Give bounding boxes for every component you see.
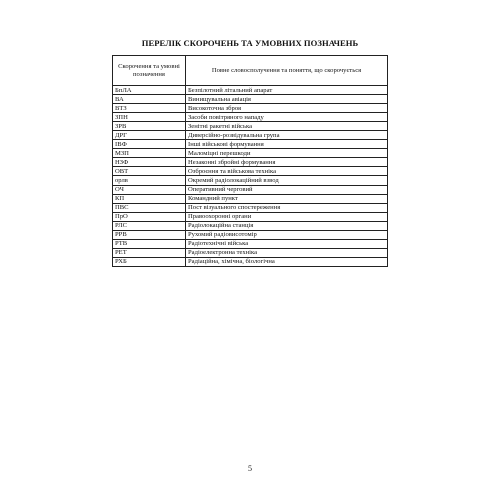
full-form-cell: Безпілотний літальний апарат [186,86,388,95]
full-form-cell: Засоби повітряного нападу [186,113,388,122]
full-form-cell: Пост візуального спостереження [186,203,388,212]
table-row [113,149,388,158]
table-row [113,257,388,266]
table-row [113,104,388,113]
table-row [113,185,388,194]
table-row [113,131,388,140]
full-form-cell: Оперативний черговий [186,185,388,194]
table-body [113,86,388,267]
table-row [113,221,388,230]
full-form-cell: Радіолокаційна станція [186,221,388,230]
abbreviation-cell: ЗПН [113,113,186,122]
abbreviation-cell: БпЛА [113,86,186,95]
abbreviation-cell: ОЧ [113,185,186,194]
header-full-form: Повне словосполучення та поняття, що скорочується [186,56,388,86]
abbreviation-cell: РРВ [113,230,186,239]
table-row [113,248,388,257]
abbreviation-cell: ПВС [113,203,186,212]
table-row [113,86,388,95]
abbreviation-cell: орлв [113,176,186,185]
abbreviations-table [112,55,388,267]
abbreviation-cell: РЛС [113,221,186,230]
table-row [113,95,388,104]
table-row [113,167,388,176]
full-form-cell: Радіоелектронна техніка [186,248,388,257]
abbreviation-cell: ДРГ [113,131,186,140]
table-row [113,194,388,203]
full-form-cell: Радіаційна, хімічна, біологічна [186,257,388,266]
abbreviation-cell: РХБ [113,257,186,266]
full-form-cell: Командний пункт [186,194,388,203]
full-form-cell: Зенітні ракетні війська [186,122,388,131]
full-form-cell: Правоохоронні органи [186,212,388,221]
page-title: ПЕРЕЛІК СКОРОЧЕНЬ ТА УМОВНИХ ПОЗНАЧЕНЬ [141,38,359,48]
table-row [113,230,388,239]
table-row [113,122,388,131]
abbreviation-cell: ПрО [113,212,186,221]
abbreviation-cell: КП [113,194,186,203]
abbreviation-cell: ОВТ [113,167,186,176]
abbreviation-cell: ВТЗ [113,104,186,113]
abbreviation-cell: ІВФ [113,140,186,149]
table-header-row [113,56,388,86]
table-row [113,203,388,212]
full-form-cell: Маломіцні перешкоди [186,149,388,158]
table-row [113,176,388,185]
abbreviation-cell: РЕТ [113,248,186,257]
page-number: 5 [248,464,252,473]
full-form-cell: Радіотехнічні війська [186,239,388,248]
abbreviation-cell: НЗФ [113,158,186,167]
full-form-cell: Високоточна зброя [186,104,388,113]
abbreviation-cell: РТВ [113,239,186,248]
full-form-cell: Озброєння та військова техніка [186,167,388,176]
full-form-cell: Диверсійно-розвідувальна група [186,131,388,140]
header-abbreviation: Скорочення та умовні позначення [113,56,186,86]
full-form-cell: Інші військові формування [186,140,388,149]
abbreviation-cell: ЗРВ [113,122,186,131]
table-row [113,158,388,167]
full-form-cell: Рухомий радіовисотомір [186,230,388,239]
abbreviation-cell: МЗП [113,149,186,158]
table-row [113,113,388,122]
table-row [113,239,388,248]
full-form-cell: Незаконні збройні формування [186,158,388,167]
full-form-cell: Винищувальна авіація [186,95,388,104]
table-row [113,140,388,149]
full-form-cell: Окремий радіолокаційний взвод [186,176,388,185]
abbreviation-cell: ВА [113,95,186,104]
table-row [113,212,388,221]
